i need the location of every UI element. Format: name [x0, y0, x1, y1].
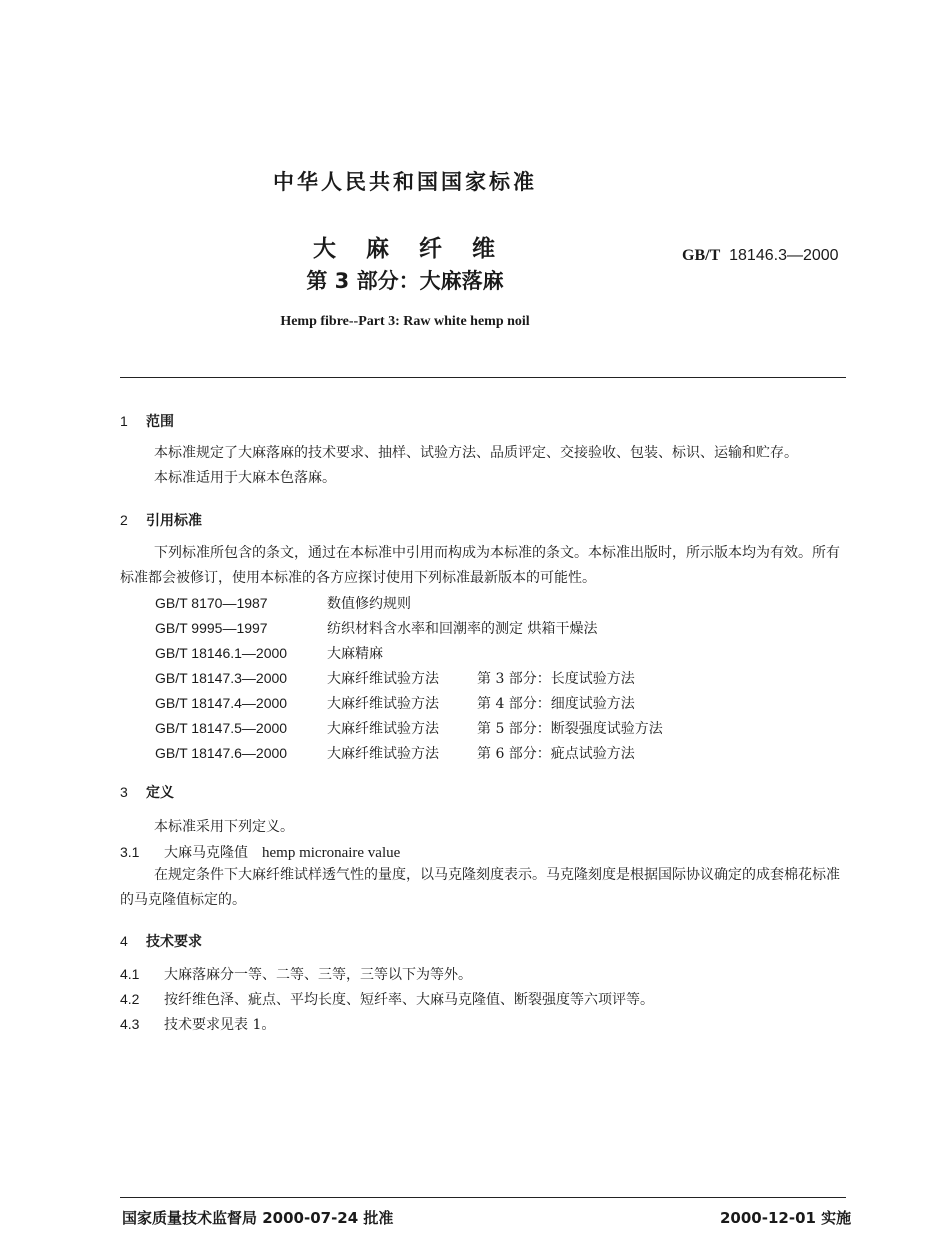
- reference-list: [155, 591, 663, 766]
- standard-number: [682, 247, 839, 265]
- header-divider: [120, 377, 846, 378]
- reference-title: 第 3 部分：长度试验方法: [477, 671, 635, 687]
- reference-item: [155, 716, 663, 741]
- section-number: 1: [120, 413, 128, 429]
- scope-paragraphs: [120, 441, 848, 491]
- reference-title: 数值修约规则: [327, 596, 411, 612]
- requirement-number: 4.2: [120, 991, 140, 1007]
- section-number: 3: [120, 784, 128, 800]
- reference-code: GB/T 8170—1987: [155, 595, 268, 611]
- standard-code: 18146.3—2000: [729, 247, 839, 264]
- requirement-item: [120, 987, 654, 1013]
- approval-date: 国家质量技术监督局 2000-07-24 批准: [122, 1209, 394, 1227]
- section-heading-requirements: [120, 931, 202, 951]
- reference-title: 第 6 部分：疵点试验方法: [477, 746, 635, 762]
- reference-title: 大麻精麻: [327, 646, 383, 662]
- requirement-text: 技术要求见表 1。: [164, 1017, 276, 1033]
- implementation-date: 2000-12-01 实施: [720, 1209, 852, 1227]
- section-number: 4: [120, 933, 128, 949]
- requirement-text: 大麻落麻分一等、二等、三等，三等以下为等外。: [164, 967, 472, 983]
- section-heading-scope: [120, 411, 174, 431]
- definition-term-cn: 大麻马克隆值: [164, 845, 248, 861]
- scope-text-1: 本标准规定了大麻落麻的技术要求、抽样、试验方法、品质评定、交接验收、包装、标识、运输和贮存。: [154, 445, 798, 461]
- references-intro: [120, 541, 848, 591]
- reference-item: [155, 641, 663, 666]
- reference-code: GB/T 18147.3—2000: [155, 670, 288, 686]
- standard-prefix: GB/T: [682, 247, 721, 264]
- document-title: 大 麻 纤 维: [312, 236, 498, 262]
- reference-title: 第 5 部分：断裂强度试验方法: [477, 721, 663, 737]
- requirement-number: 4.1: [120, 966, 140, 982]
- reference-series: 大麻纤维试验方法: [327, 671, 439, 687]
- reference-item: [155, 741, 663, 766]
- reference-code: GB/T 9995—1997: [155, 620, 268, 636]
- scope-text-2: 本标准适用于大麻本色落麻。: [154, 470, 336, 486]
- reference-code: GB/T 18146.1—2000: [155, 645, 288, 661]
- reference-item: [155, 616, 663, 641]
- section-title: 引用标准: [146, 513, 202, 529]
- reference-code: GB/T 18147.5—2000: [155, 720, 288, 736]
- definition-term-en: hemp micronaire value: [262, 845, 401, 861]
- reference-series: 大麻纤维试验方法: [327, 746, 439, 762]
- reference-title: 纺织材料含水率和回潮率的测定 烘箱干燥法: [327, 621, 598, 637]
- requirement-item: [120, 1012, 275, 1038]
- requirement-item: [120, 962, 472, 988]
- reference-title: 第 4 部分：细度试验方法: [477, 696, 635, 712]
- national-standard-heading: 中华人民共和国国家标准: [273, 170, 537, 194]
- definition-text: 在规定条件下大麻纤维试样透气性的量度，以马克隆刻度表示。马克隆刻度是根据国际协议确定的成套棉花标准的马克隆值标定的。: [120, 867, 840, 908]
- definitions-intro-text: 本标准采用下列定义。: [154, 819, 294, 835]
- definition-body: [120, 863, 848, 913]
- reference-series: 大麻纤维试验方法: [327, 721, 439, 737]
- requirement-text: 按纤维色泽、疵点、平均长度、短纤率、大麻马克隆值、断裂强度等六项评等。: [164, 992, 654, 1008]
- section-title: 技术要求: [146, 934, 202, 950]
- reference-item: [155, 691, 663, 716]
- section-number: 2: [120, 512, 128, 528]
- section-title: 定义: [146, 785, 174, 801]
- reference-item: [155, 591, 663, 616]
- footer-divider: [120, 1197, 846, 1198]
- reference-item: [155, 666, 663, 691]
- definition-number: 3.1: [120, 844, 140, 860]
- section-heading-references: [120, 510, 202, 530]
- section-heading-definitions: [120, 782, 174, 802]
- section-title: 范围: [146, 414, 174, 430]
- definitions-intro: [120, 815, 848, 840]
- reference-code: GB/T 18147.6—2000: [155, 745, 288, 761]
- references-intro-text: 下列标准所包含的条文，通过在本标准中引用而构成为本标准的条文。本标准出版时，所示版本均为有效。所有标准都会被修订，使用本标准的各方应探讨使用下列标准最新版本的可能性。: [120, 545, 840, 586]
- reference-code: GB/T 18147.4—2000: [155, 695, 288, 711]
- english-title: Hemp fibre--Part 3: Raw white hemp noil: [280, 314, 530, 329]
- reference-series: 大麻纤维试验方法: [327, 696, 439, 712]
- requirement-number: 4.3: [120, 1016, 140, 1032]
- document-subtitle: 第 3 部分：大麻落麻: [306, 269, 504, 293]
